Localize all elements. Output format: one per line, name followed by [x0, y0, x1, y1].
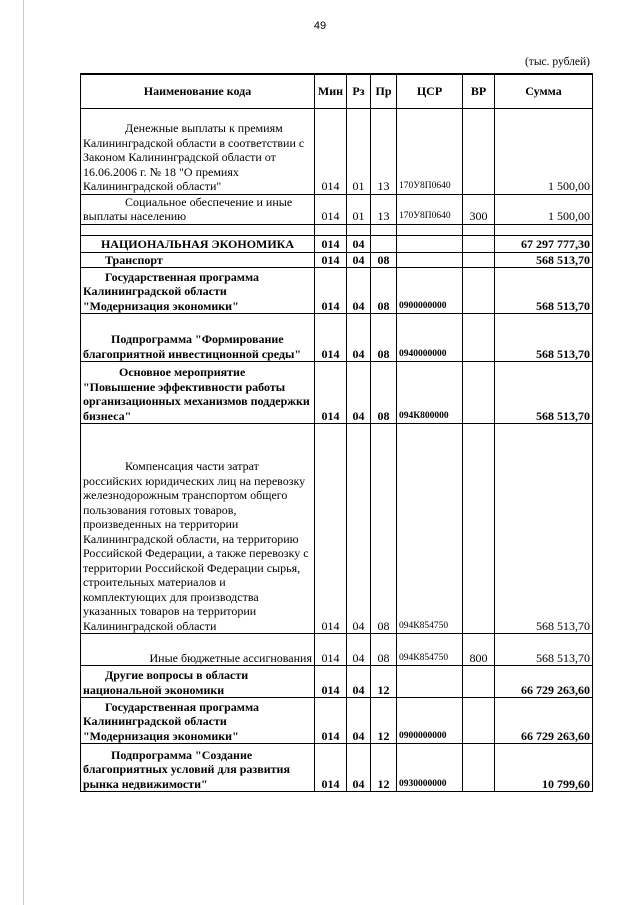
row-rz: 04 [347, 268, 371, 314]
row-rz: 04 [347, 744, 371, 792]
row-name: Компенсация части затрат российских юридических лиц на перевозку железнодорожным транспортом общего пользования готовых товаров, произведенных на территории Калининградской области, на территорию Российской Федерации, а также перевозку с территории Российской Федерации сырья, строительных материалов и комплектующих для производства указанных товаров на территории Калининградской области [81, 424, 315, 634]
spacer-cell [315, 224, 347, 235]
row-csr: 094К854750 [397, 634, 463, 666]
row-csr: 094К854750 [397, 424, 463, 634]
row-rz: 04 [347, 424, 371, 634]
row-sum: 66 729 263,60 [495, 666, 593, 698]
units-note: (тыс. рублей) [524, 56, 590, 68]
row-min: 014 [315, 314, 347, 362]
row-pr: 12 [371, 744, 397, 792]
row-min: 014 [315, 744, 347, 792]
row-name: Государственная программа Калининградской области "Модернизация экономики" [81, 268, 315, 314]
row-pr: 08 [371, 314, 397, 362]
row-csr: 170У8П0640 [397, 109, 463, 195]
spacer-cell [397, 224, 463, 235]
row-pr: 08 [371, 252, 397, 268]
row-name: НАЦИОНАЛЬНАЯ ЭКОНОМИКА [81, 235, 315, 252]
row-pr: 08 [371, 424, 397, 634]
row-csr [397, 252, 463, 268]
row-vr [463, 235, 495, 252]
row-sum: 67 297 777,30 [495, 235, 593, 252]
table-row [81, 362, 593, 424]
table-row [81, 194, 593, 224]
table-row [81, 109, 593, 195]
row-vr: 300 [463, 194, 495, 224]
row-min: 014 [315, 666, 347, 698]
row-name: Государственная программа Калининградской области "Модернизация экономики" [81, 698, 315, 744]
row-csr: 170У8П0640 [397, 194, 463, 224]
spacer-cell [463, 224, 495, 235]
row-sum: 568 513,70 [495, 634, 593, 666]
table-row [81, 314, 593, 362]
row-sum: 568 513,70 [495, 314, 593, 362]
table-row [81, 698, 593, 744]
row-sum: 568 513,70 [495, 362, 593, 424]
table-row [81, 268, 593, 314]
row-rz: 04 [347, 634, 371, 666]
row-rz: 04 [347, 252, 371, 268]
row-min: 014 [315, 235, 347, 252]
header-sum: Сумма [495, 74, 593, 109]
row-rz: 01 [347, 194, 371, 224]
row-csr: 0930000000 [397, 744, 463, 792]
row-rz: 04 [347, 314, 371, 362]
spacer-cell [81, 224, 315, 235]
row-name: Подпрограмма "Формирование благоприятной инвестиционной среды" [81, 314, 315, 362]
table-header-row [81, 74, 593, 109]
row-name: Денежные выплаты к премиям Калининградской области в соответствии с Законом Калининградской области от 16.06.2006 г. № 18 "О премиях Калининградской области" [81, 109, 315, 195]
row-sum: 1 500,00 [495, 194, 593, 224]
budget-table [80, 73, 593, 792]
row-name: Основное мероприятие "Повышение эффективности работы организационных механизмов поддержки бизнеса" [81, 362, 315, 424]
row-vr [463, 314, 495, 362]
row-vr [463, 744, 495, 792]
row-min: 014 [315, 424, 347, 634]
row-rz: 04 [347, 362, 371, 424]
row-name: Иные бюджетные ассигнования [81, 634, 315, 666]
row-vr [463, 362, 495, 424]
row-vr: 800 [463, 634, 495, 666]
row-vr [463, 252, 495, 268]
spacer-cell [347, 224, 371, 235]
header-rz: Рз [347, 74, 371, 109]
header-csr: ЦСР [397, 74, 463, 109]
row-pr: 08 [371, 268, 397, 314]
row-csr [397, 666, 463, 698]
row-csr: 0900000000 [397, 698, 463, 744]
scan-edge-line [23, 0, 24, 905]
page-number: 49 [313, 20, 327, 32]
row-min: 014 [315, 698, 347, 744]
row-csr [397, 235, 463, 252]
row-vr [463, 424, 495, 634]
header-min: Мин [315, 74, 347, 109]
header-name: Наименование кода [81, 74, 315, 109]
row-pr: 13 [371, 194, 397, 224]
table-row [81, 252, 593, 268]
row-sum: 568 513,70 [495, 424, 593, 634]
row-pr: 08 [371, 634, 397, 666]
header-vr: ВР [463, 74, 495, 109]
row-pr: 08 [371, 362, 397, 424]
row-vr [463, 698, 495, 744]
row-rz: 01 [347, 109, 371, 195]
row-min: 014 [315, 109, 347, 195]
row-sum: 10 799,60 [495, 744, 593, 792]
table-row [81, 235, 593, 252]
row-sum: 568 513,70 [495, 268, 593, 314]
row-sum: 66 729 263,60 [495, 698, 593, 744]
row-name: Социальное обеспечение и иные выплаты населению [81, 194, 315, 224]
table-spacer [81, 224, 593, 235]
row-name: Подпрограмма "Создание благоприятных условий для развития рынка недвижимости" [81, 744, 315, 792]
row-pr: 12 [371, 666, 397, 698]
row-vr [463, 109, 495, 195]
row-pr [371, 235, 397, 252]
row-rz: 04 [347, 698, 371, 744]
row-min: 014 [315, 194, 347, 224]
row-min: 014 [315, 362, 347, 424]
spacer-cell [495, 224, 593, 235]
row-name: Транспорт [81, 252, 315, 268]
table-row [81, 744, 593, 792]
table-row [81, 424, 593, 634]
row-vr [463, 666, 495, 698]
row-rz: 04 [347, 235, 371, 252]
row-vr [463, 268, 495, 314]
row-name: Другие вопросы в области национальной экономики [81, 666, 315, 698]
spacer-cell [371, 224, 397, 235]
header-pr: Пр [371, 74, 397, 109]
row-rz: 04 [347, 666, 371, 698]
row-min: 014 [315, 634, 347, 666]
row-csr: 0940000000 [397, 314, 463, 362]
row-pr: 13 [371, 109, 397, 195]
row-min: 014 [315, 252, 347, 268]
row-min: 014 [315, 268, 347, 314]
row-sum: 568 513,70 [495, 252, 593, 268]
row-pr: 12 [371, 698, 397, 744]
row-csr: 094К800000 [397, 362, 463, 424]
table-row [81, 666, 593, 698]
row-sum: 1 500,00 [495, 109, 593, 195]
table-row [81, 634, 593, 666]
row-csr: 0900000000 [397, 268, 463, 314]
